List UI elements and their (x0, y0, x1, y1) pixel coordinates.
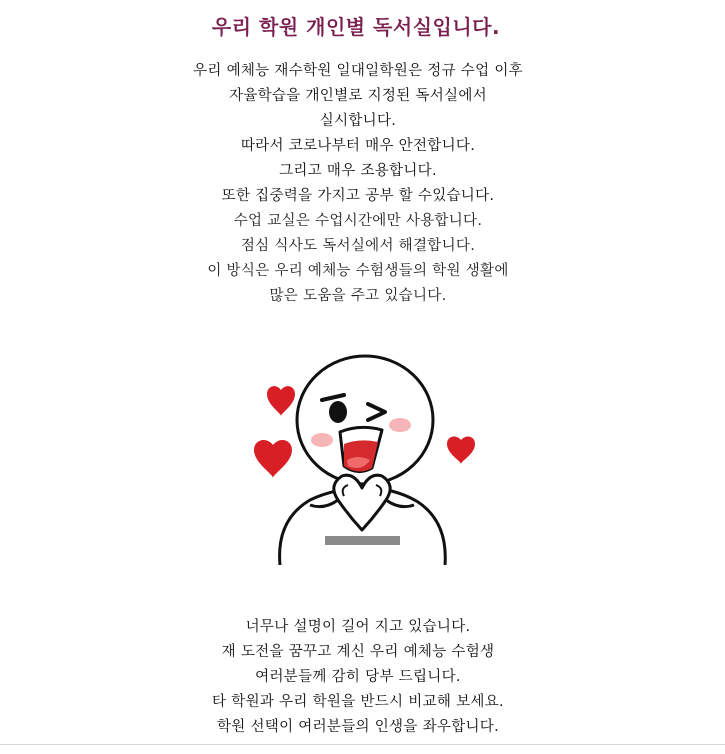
text-line: 여러분들께 감히 당부 드립니다. (255, 669, 461, 685)
text-line: 너무나 설명이 길어 지고 있습니다. (245, 619, 471, 635)
page-title: 우리 학원 개인별 독서실입니다. (211, 15, 501, 39)
text-line: 많은 도움을 주고 있습니다. (269, 288, 447, 304)
text-line: 우리 예체능 재수학원 일대일학원은 정규 수업 이후 (193, 63, 523, 79)
text-line: 자율학습을 개인별로 지정된 독서실에서 (229, 88, 487, 104)
heart-icon (447, 437, 475, 464)
divider (0, 744, 725, 745)
heart-icon (267, 386, 295, 416)
text-line: 학원 선택이 여러분들의 인생을 좌우합니다. (216, 719, 500, 735)
wink-heart-hands-illustration (240, 350, 485, 565)
text-line: 타 학원과 우리 학원을 반드시 비교해 보세요. (212, 694, 504, 710)
text-line: 점심 식사도 독서실에서 해결합니다. (240, 238, 476, 254)
intro-paragraph (0, 59, 716, 309)
text-line: 수업 교실은 수업시간에만 사용합니다. (233, 213, 483, 229)
text-line: 그리고 매우 조용합니다. (279, 163, 437, 179)
text-line: 따라서 코로나부터 매우 안전합니다. (240, 138, 476, 154)
closing-paragraph (0, 615, 716, 740)
text-line: 재 도전을 꿈꾸고 계신 우리 예체능 수험생 (221, 644, 495, 660)
heart-icon (254, 440, 292, 478)
text-line: 또한 집중력을 가지고 공부 할 수있습니다. (221, 188, 495, 204)
text-line: 실시합니다. (319, 113, 397, 129)
text-line: 이 방식은 우리 예체능 수험생들의 학원 생활에 (207, 263, 509, 279)
